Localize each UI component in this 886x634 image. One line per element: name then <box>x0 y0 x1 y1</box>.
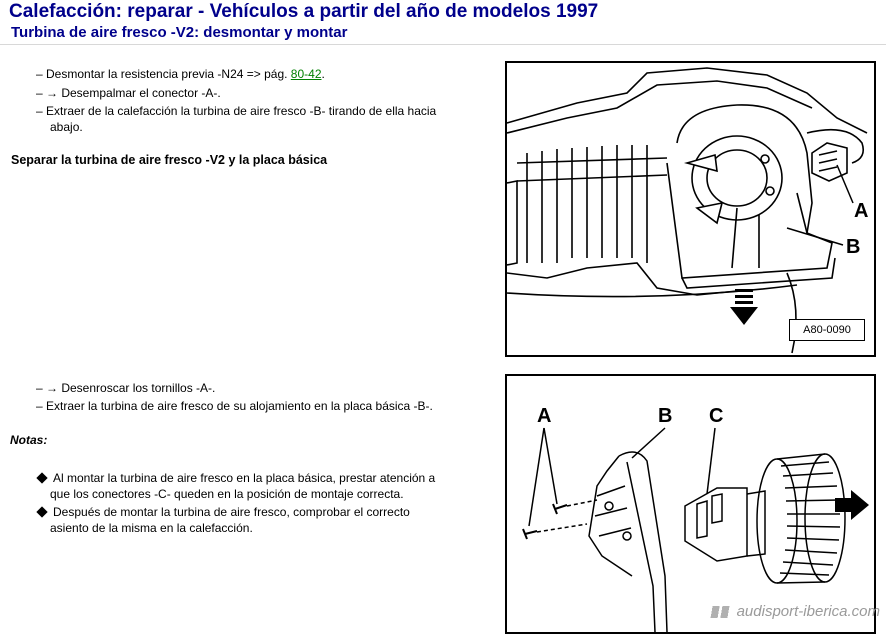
figure1-label-b: B <box>846 236 861 258</box>
watermark-logo-icon <box>707 606 733 618</box>
watermark <box>707 603 880 620</box>
figure-blower-baseplate <box>505 374 876 634</box>
figure-reference: A80-0090 <box>789 319 865 341</box>
figure2-label-b: B <box>658 405 673 427</box>
bullet-diamond-icon <box>36 473 47 484</box>
page-title: Calefacción: reparar - Vehículos a partir del año de modelos 1997 <box>9 1 599 22</box>
figure2-label-c: C <box>709 405 724 427</box>
watermark-text: audisport-iberica.com <box>736 603 880 620</box>
note-line-cont: asiento de la misma en la calefacción. <box>50 521 253 535</box>
note-item <box>36 504 410 536</box>
figure1-label-a: A <box>854 200 869 222</box>
page-subtitle: Turbina de aire fresco -V2: desmontar y montar <box>11 24 348 41</box>
step-text: – Desmontar la resistencia previa -N24 => pág. <box>36 67 291 81</box>
step-tail: . <box>321 67 325 81</box>
step-disconnect-connector: – → Desempalmar el conector -A-. <box>36 86 221 100</box>
section-heading: Separar la turbina de aire fresco -V2 y la placa básica <box>11 153 328 167</box>
notes-title: Notas: <box>10 433 48 447</box>
blower-baseplate-drawing <box>507 376 874 632</box>
figure2-label-a: A <box>537 405 552 427</box>
step-line: – Extraer de la calefacción la turbina de aire fresco -B- tirando de ella hacia <box>36 104 437 118</box>
step-unscrew: – → Desenroscar los tornillos -A-. <box>36 381 216 395</box>
bullet-diamond-icon <box>36 507 47 518</box>
step-extract-blower: – Extraer la turbina de aire fresco de su alojamiento en la placa básica -B-. <box>36 399 433 413</box>
note-line: Después de montar la turbina de aire fresco, comprobar el correcto <box>53 505 410 519</box>
title-divider <box>0 44 886 45</box>
note-line: Al montar la turbina de aire fresco en la placa básica, prestar atención a <box>53 471 436 485</box>
note-line-cont: que los conectores -C- queden en la posición de montaje correcta. <box>50 487 404 501</box>
step-line-cont: abajo. <box>50 120 83 134</box>
step-remove-blower <box>36 103 436 135</box>
pull-direction-arrow-icon <box>730 289 758 325</box>
page-link-80-42[interactable]: 80-42 <box>290 67 322 81</box>
step-disconnect-resistor <box>36 66 325 82</box>
blower-heater-drawing <box>507 63 874 355</box>
note-item <box>36 470 435 502</box>
direction-arrow-icon <box>835 490 869 520</box>
figure-blower-in-heater <box>505 61 876 357</box>
